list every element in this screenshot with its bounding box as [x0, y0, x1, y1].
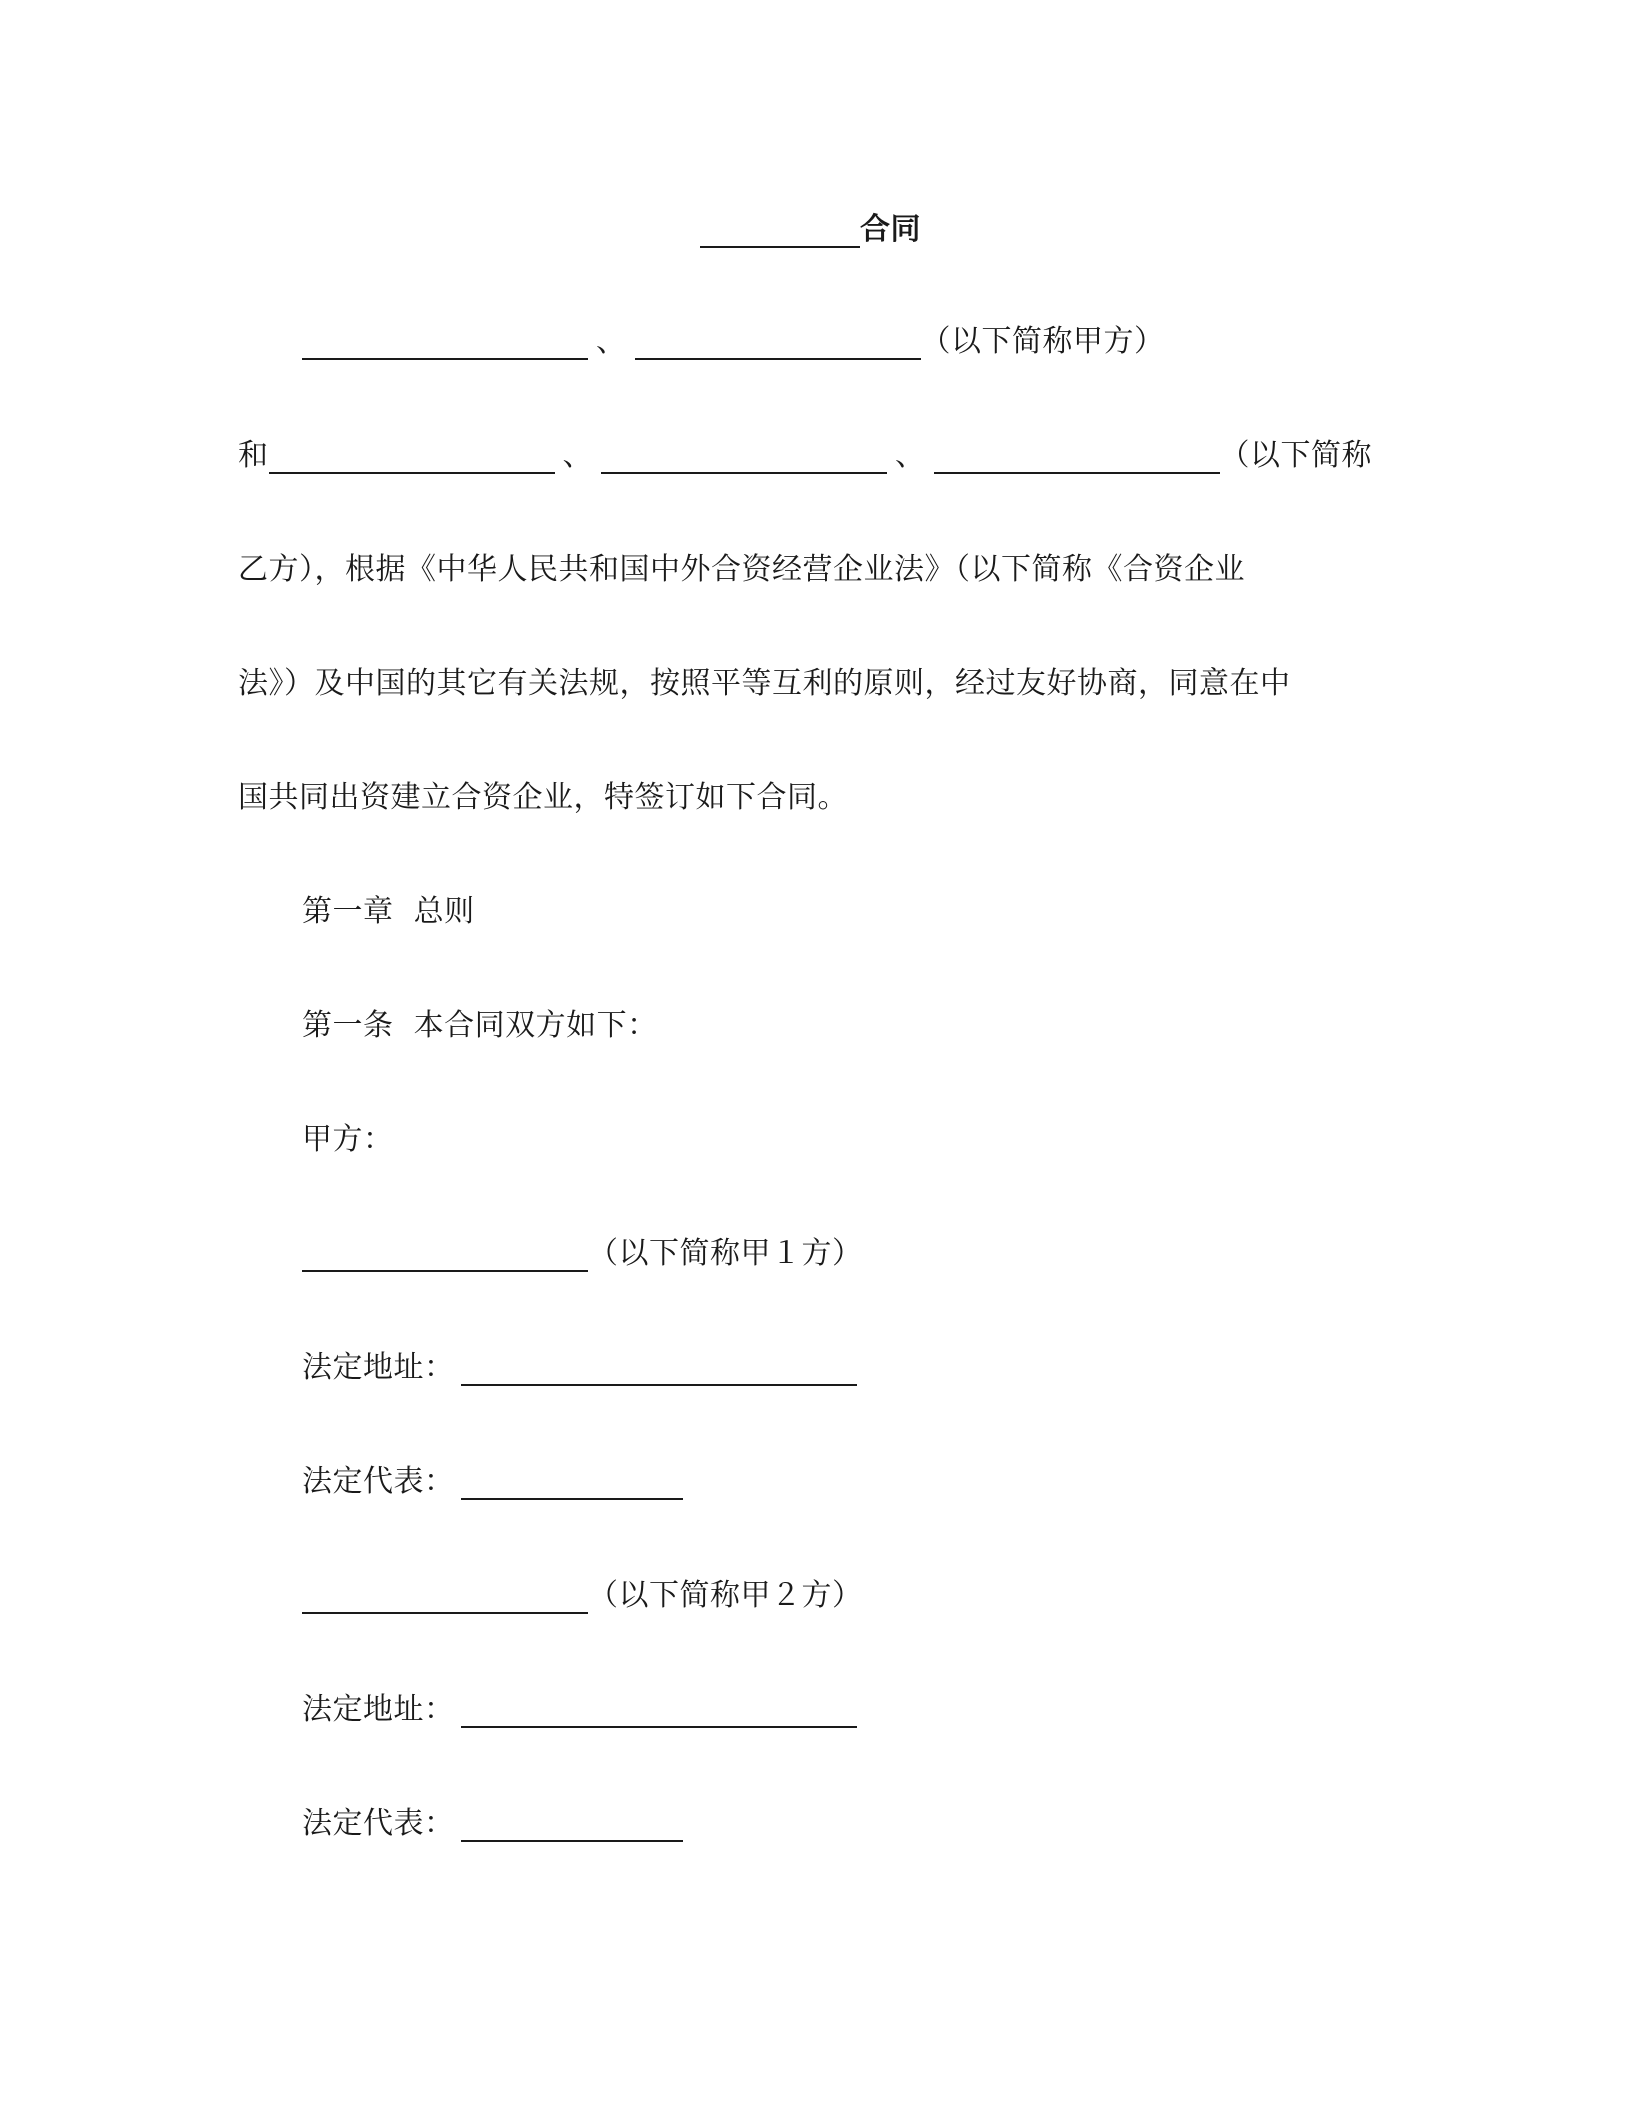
party-a1-address-label: 法定地址：: [302, 1350, 455, 1385]
party-b-abbr-text: （以下简称: [1219, 438, 1372, 473]
party-a1-address-blank[interactable]: [461, 1348, 857, 1386]
separator: 、: [562, 438, 593, 473]
party-a2-abbr: （以下简称甲２方）: [588, 1578, 863, 1613]
party-a1-abbr: （以下简称甲１方）: [588, 1236, 863, 1271]
title-blank-field[interactable]: [700, 210, 860, 248]
preamble-line-2: [238, 416, 1372, 476]
party-a-name-blank-1[interactable]: [302, 322, 588, 360]
preamble-line-5: [238, 758, 848, 818]
party-a2-rep-label: 法定代表：: [302, 1806, 455, 1841]
party-a-name-blank-2[interactable]: [635, 322, 921, 360]
party-a2-name-line: [302, 1556, 863, 1616]
party-a2-address-blank[interactable]: [461, 1690, 857, 1728]
preamble-text-5: 国共同出资建立合资企业，特签订如下合同。: [238, 780, 848, 815]
party-a2-rep-line: [302, 1784, 683, 1844]
party-b-name-blank-3[interactable]: [934, 436, 1220, 474]
separator: 、: [895, 438, 926, 473]
party-b-name-blank-2[interactable]: [601, 436, 887, 474]
party-b-name-blank-1[interactable]: [269, 436, 555, 474]
party-a1-rep-blank[interactable]: [461, 1462, 683, 1500]
party-a1-rep-line: [302, 1442, 683, 1502]
article-1-text: 第一条 本合同双方如下：: [302, 1008, 658, 1043]
preamble-line-1: [302, 302, 1165, 362]
chapter-heading: [302, 872, 475, 932]
party-a2-rep-blank[interactable]: [461, 1804, 683, 1842]
title-suffix: 合同: [860, 212, 921, 247]
party-a1-name-blank[interactable]: [302, 1234, 588, 1272]
party-a2-address-line: [302, 1670, 857, 1730]
party-a-label: 甲方：: [302, 1122, 394, 1157]
party-a-abbr-text: （以下简称甲方）: [920, 324, 1165, 359]
contract-title: [700, 190, 921, 250]
preamble-line-3: [238, 530, 1245, 590]
party-a1-name-line: [302, 1214, 863, 1274]
preamble-text-3: 乙方），根据《中华人民共和国中外合资经营企业法》（以下简称《合资企业: [238, 552, 1245, 587]
and-text: 和: [238, 438, 269, 473]
chapter-1-title: 第一章 总则: [302, 894, 475, 929]
preamble-text-4: 法》）及中国的其它有关法规，按照平等互利的原则，经过友好协商，同意在中: [238, 666, 1291, 701]
preamble-line-4: [238, 644, 1291, 704]
party-a2-address-label: 法定地址：: [302, 1692, 455, 1727]
party-a2-name-blank[interactable]: [302, 1576, 588, 1614]
article-1: [302, 986, 658, 1046]
party-a1-rep-label: 法定代表：: [302, 1464, 455, 1499]
separator: 、: [596, 324, 627, 359]
party-a-label-line: [302, 1100, 394, 1160]
party-a1-address-line: [302, 1328, 857, 1388]
